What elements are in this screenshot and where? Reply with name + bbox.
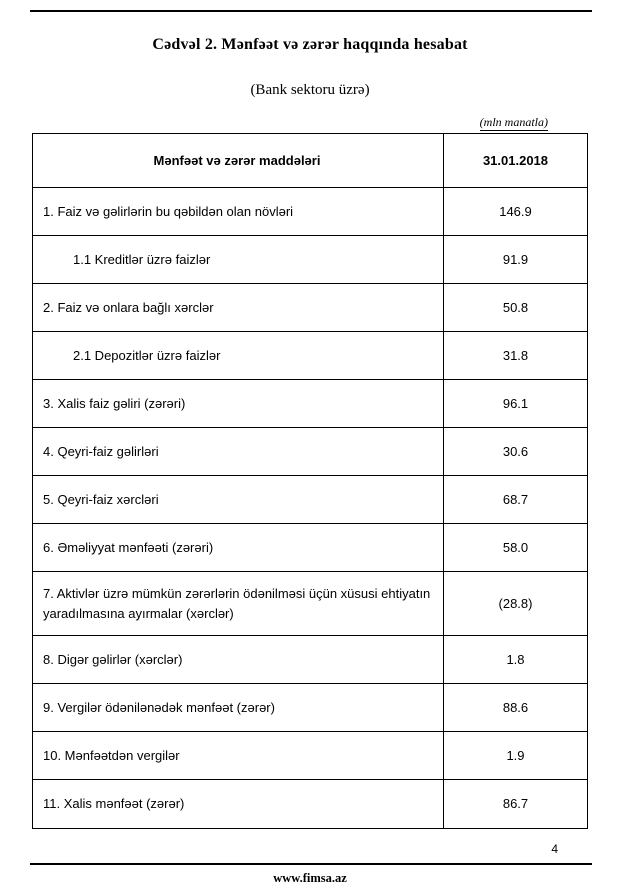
row-label: 6. Əməliyyat mənfəəti (zərəri) [33,524,444,571]
row-value: 58.0 [502,539,529,555]
row-value: 30.6 [502,443,529,459]
row-label: 2.1 Depozitlər üzrə faizlər [33,332,444,379]
table-row [33,188,587,236]
table-row [33,572,587,636]
row-value: (28.8) [498,595,533,611]
row-value: 1.9 [506,747,525,763]
table-header-date: 31.01.2018 [482,152,549,168]
unit-note-text: (mln manatla) [479,115,548,129]
row-value: 31.8 [502,347,529,363]
row-label: 5. Qeyri-faiz xərcləri [33,476,444,523]
page-title: Cədvəl 2. Mənfəət və zərər haqqında hesabat [152,36,468,53]
row-value: 91.9 [502,251,529,267]
row-value: 146.9 [499,203,532,219]
row-value: 88.6 [502,699,529,715]
page-subtitle: (Bank sektoru üzrə) [250,82,370,98]
row-value: 96.1 [502,395,529,411]
row-value: 68.7 [502,491,529,507]
table-header-items: Mənfəət və zərər maddələri [33,134,444,187]
table-row [33,524,587,572]
table-header-row [33,134,587,188]
table-row [33,428,587,476]
table-row [33,780,587,828]
table-row [33,732,587,780]
page-number: 4 [551,842,558,856]
footer-url: www.fimsa.az [273,871,347,885]
table-row [33,476,587,524]
row-label: 1.1 Kreditlər üzrə faizlər [33,236,444,283]
row-label: 2. Faiz və onlara bağlı xərclər [33,284,444,331]
row-label: 10. Mənfəətdən vergilər [33,732,444,779]
row-value: 86.7 [502,796,529,812]
row-value: 50.8 [502,299,529,315]
row-label: 4. Qeyri-faiz gəlirləri [33,428,444,475]
table-row [33,380,587,428]
row-label: 1. Faiz və gəlirlərin bu qəbildən olan növləri [33,188,444,235]
unit-note [0,115,548,130]
profit-loss-table [32,133,588,829]
table-row [33,332,587,380]
row-label: 9. Vergilər ödənilənədək mənfəət (zərər) [33,684,444,731]
row-label: 3. Xalis faiz gəliri (zərəri) [33,380,444,427]
row-value: 1.8 [506,651,525,667]
table-row [33,284,587,332]
table-row [33,236,587,284]
row-label: 7. Aktivlər üzrə mümkün zərərlərin ödənilməsi üçün xüsusi ehtiyatın yaradılmasına ayırmalar (xərclər) [33,572,444,635]
table-row [33,636,587,684]
row-label: 11. Xalis mənfəət (zərər) [33,780,444,828]
row-label: 8. Digər gəlirlər (xərclər) [33,636,444,683]
footer-rule [30,863,592,865]
table-row [33,684,587,732]
top-rule [30,10,592,12]
